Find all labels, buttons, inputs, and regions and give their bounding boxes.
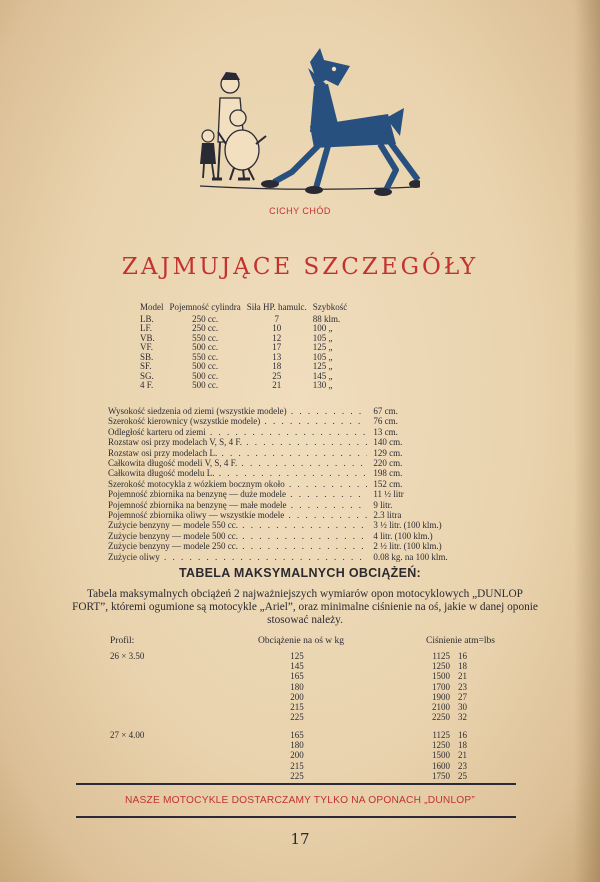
head-profile: Profil:	[110, 636, 135, 646]
list-item	[108, 437, 503, 447]
cartoon-illustration-icon	[190, 40, 420, 215]
cell-power: 13	[272, 351, 282, 362]
detail-label: Rozstaw osi przy modelach V, S, 4 F. . . .	[108, 437, 367, 447]
cell-capacity: 550 cc.	[192, 351, 219, 362]
cell-capacity: 500 cc.	[192, 370, 219, 381]
cell-power: 12	[272, 332, 282, 343]
cell-model: SF.	[140, 361, 152, 371]
load-kg: 200	[290, 691, 304, 702]
pressure-atm: 2250	[432, 712, 450, 723]
header-speed: Szybkość	[312, 302, 348, 312]
detail-value: 152 cm.	[373, 478, 403, 489]
load-kg: 125	[290, 651, 304, 661]
list-item	[108, 552, 503, 562]
detail-value: 2.3 litra	[373, 510, 402, 521]
header-model: Model	[140, 302, 164, 312]
cell-model: SB.	[140, 351, 154, 362]
tire-profile: 26 × 3.50	[110, 651, 145, 661]
detail-label: Pojemność zbiornika na benzynę — duże modele . . .	[108, 489, 367, 499]
pressure-lbs: 27	[458, 691, 467, 702]
cell-model: 4 F.	[140, 380, 154, 390]
cell-model: LB.	[140, 313, 154, 324]
page-number: 17	[290, 830, 310, 848]
pressure-lbs: 16	[458, 730, 467, 740]
detail-label: Szerokość motocykla z wózkiem bocznym około . . .	[108, 479, 367, 489]
cell-capacity: 250 cc.	[192, 313, 219, 324]
load-kg: 180	[290, 681, 304, 692]
cell-power: 17	[272, 342, 282, 352]
tire-profile: 27 × 4.00	[110, 730, 145, 740]
detail-value: 220 cm.	[373, 458, 403, 469]
load-kg: 165	[290, 671, 304, 682]
detail-value: 4 litr. (100 klm.)	[373, 530, 433, 541]
header-capacity: Pojemność cylindra	[169, 302, 241, 312]
pressure-atm: 1125	[432, 730, 450, 740]
pressure-lbs: 21	[458, 671, 467, 682]
pressure-lbs: 25	[458, 770, 467, 781]
load-kg: 145	[290, 661, 304, 672]
detail-value: 2 ½ litr. (100 klm.)	[373, 541, 442, 552]
specs-rows	[140, 315, 353, 391]
list-item	[108, 448, 503, 458]
top-rule	[76, 783, 516, 785]
detail-value: 3 ½ litr. (100 klm.)	[373, 520, 442, 531]
cell-model: VB.	[140, 332, 155, 343]
illustration-caption: CICHY CHÓD	[269, 206, 331, 216]
list-item	[108, 500, 503, 510]
list-item	[108, 406, 503, 416]
detail-label: Zużycie benzyny — modele 500 cc. . . .	[108, 531, 367, 541]
detail-label: Całkowita długość modelu L. . . .	[108, 468, 367, 478]
detail-label: Zużycie benzyny — modele 550 cc. . . .	[108, 520, 367, 530]
pressure-lbs: 18	[458, 661, 467, 672]
cell-speed: 100 „	[312, 323, 333, 333]
cell-model: LF.	[140, 323, 153, 333]
detail-label: Zużycie benzyny — modele 250 cc. . . .	[108, 541, 367, 551]
details-list	[108, 406, 503, 562]
detail-label: Wysokość siedzenia od ziemi (wszystkie modele) . . .	[108, 406, 367, 416]
load-kg: 215	[290, 760, 304, 771]
pressure-lbs: 23	[458, 681, 467, 692]
pressure-atm: 1600	[432, 760, 450, 771]
pressure-atm: 1500	[432, 671, 450, 682]
header-power: Siła HP. hamulc.	[246, 302, 307, 312]
cell-capacity: 250 cc.	[192, 323, 219, 333]
pressure-atm: 1250	[432, 661, 450, 672]
detail-value: 129 cm.	[373, 447, 403, 458]
detail-label: Szerokość kierownicy (wszystkie modele) . . .	[108, 416, 367, 426]
cell-speed: 125 „	[312, 342, 333, 352]
cell-power: 21	[272, 380, 282, 390]
detail-value: 11 ½ litr	[373, 489, 404, 500]
detail-label: Pojemność zbiornika oliwy — wszystkie modele . . .	[108, 510, 367, 520]
detail-value: 67 cm.	[373, 406, 398, 416]
model-specs-table	[140, 303, 353, 391]
page-edge-shadow	[574, 0, 600, 882]
load-kg: 225	[290, 770, 304, 781]
cell-power: 18	[272, 361, 282, 371]
cell-capacity: 500 cc.	[192, 342, 219, 352]
load-kg: 215	[290, 702, 304, 712]
table-header-row	[140, 303, 353, 315]
list-item	[108, 427, 503, 437]
cell-capacity: 500 cc.	[192, 361, 219, 371]
table-row	[140, 381, 353, 391]
list-item	[108, 531, 503, 541]
pressure-lbs: 30	[458, 702, 467, 712]
cell-capacity: 500 cc.	[192, 380, 219, 390]
cell-power: 7	[274, 313, 279, 324]
load-kg: 225	[290, 712, 304, 723]
cell-speed: 145 „	[312, 370, 333, 381]
list-item	[108, 468, 503, 478]
list-item	[108, 520, 503, 530]
cell-power: 25	[272, 370, 282, 381]
cell-model: SG.	[140, 370, 154, 381]
cell-speed: 105 „	[312, 351, 333, 362]
pressure-lbs: 16	[458, 651, 467, 661]
list-item	[108, 479, 503, 489]
detail-value: 13 cm.	[373, 426, 398, 437]
pressure-lbs: 32	[458, 712, 467, 723]
cell-speed: 125 „	[312, 361, 333, 371]
pressure-lbs: 18	[458, 740, 467, 751]
detail-label: Odległość karteru od ziemi . . .	[108, 427, 367, 437]
head-load: Obciążenie na oś w kg	[258, 636, 344, 646]
page-title: ZAJMUJĄCE SZCZEGÓŁY	[121, 254, 479, 280]
head-pressure: Ciśnienie atm=lbs	[426, 636, 495, 646]
pressure-lbs: 21	[458, 750, 467, 761]
pressure-atm: 1250	[432, 740, 450, 751]
pressure-atm: 1700	[432, 681, 450, 692]
detail-value: 9 litr.	[373, 499, 393, 510]
detail-label: Zużycie oliwy . . .	[108, 552, 367, 562]
detail-label: Rozstaw osi przy modelach L. . . .	[108, 448, 367, 458]
detail-value: 140 cm.	[373, 437, 403, 448]
list-item	[108, 416, 503, 426]
detail-value: 76 cm.	[373, 416, 398, 427]
list-item	[108, 510, 503, 520]
detail-label: Całkowita długość modeli V, S, 4 F. . . .	[108, 458, 367, 468]
load-kg: 200	[290, 750, 304, 761]
tabela-paragraph: Tabela maksymalnych obciążeń 2 najważniejszych wymiarów opon motocyklowych „DUNLOP FORT”, któremi ogumione są motocykle „Ariel”, oraz minimalne ciśnienie na oś, jakie w danej oponie stosować należy.	[72, 588, 538, 626]
pressure-atm: 1750	[432, 770, 450, 781]
pressure-atm: 1500	[432, 750, 450, 761]
load-kg: 165	[290, 730, 304, 740]
cell-speed: 88 klm.	[312, 313, 341, 324]
pressure-lbs: 23	[458, 760, 467, 771]
detail-value: 0.08 kg. na 100 klm.	[373, 551, 448, 562]
pressure-atm: 1900	[432, 691, 450, 702]
list-item	[108, 489, 503, 499]
footer-note: NASZE MOTOCYKLE DOSTARCZAMY TYLKO NA OPONACH „DUNLOP”	[124, 795, 476, 806]
cell-model: VF.	[140, 342, 154, 352]
pressure-atm: 2100	[432, 702, 450, 712]
list-item	[108, 458, 503, 468]
cell-capacity: 550 cc.	[192, 332, 219, 343]
tabela-title: TABELA MAKSYMALNYCH OBCIĄŻEŃ:	[178, 566, 422, 580]
list-item	[108, 541, 503, 551]
detail-value: 198 cm.	[373, 468, 403, 479]
cell-speed: 130 „	[312, 380, 333, 390]
load-kg: 180	[290, 740, 304, 751]
bottom-rule	[76, 816, 516, 818]
cell-speed: 105 „	[312, 332, 333, 343]
pressure-atm: 1125	[432, 651, 450, 661]
detail-label: Pojemność zbiornika na benzynę — małe modele . . .	[108, 500, 367, 510]
cell-power: 10	[272, 323, 282, 333]
